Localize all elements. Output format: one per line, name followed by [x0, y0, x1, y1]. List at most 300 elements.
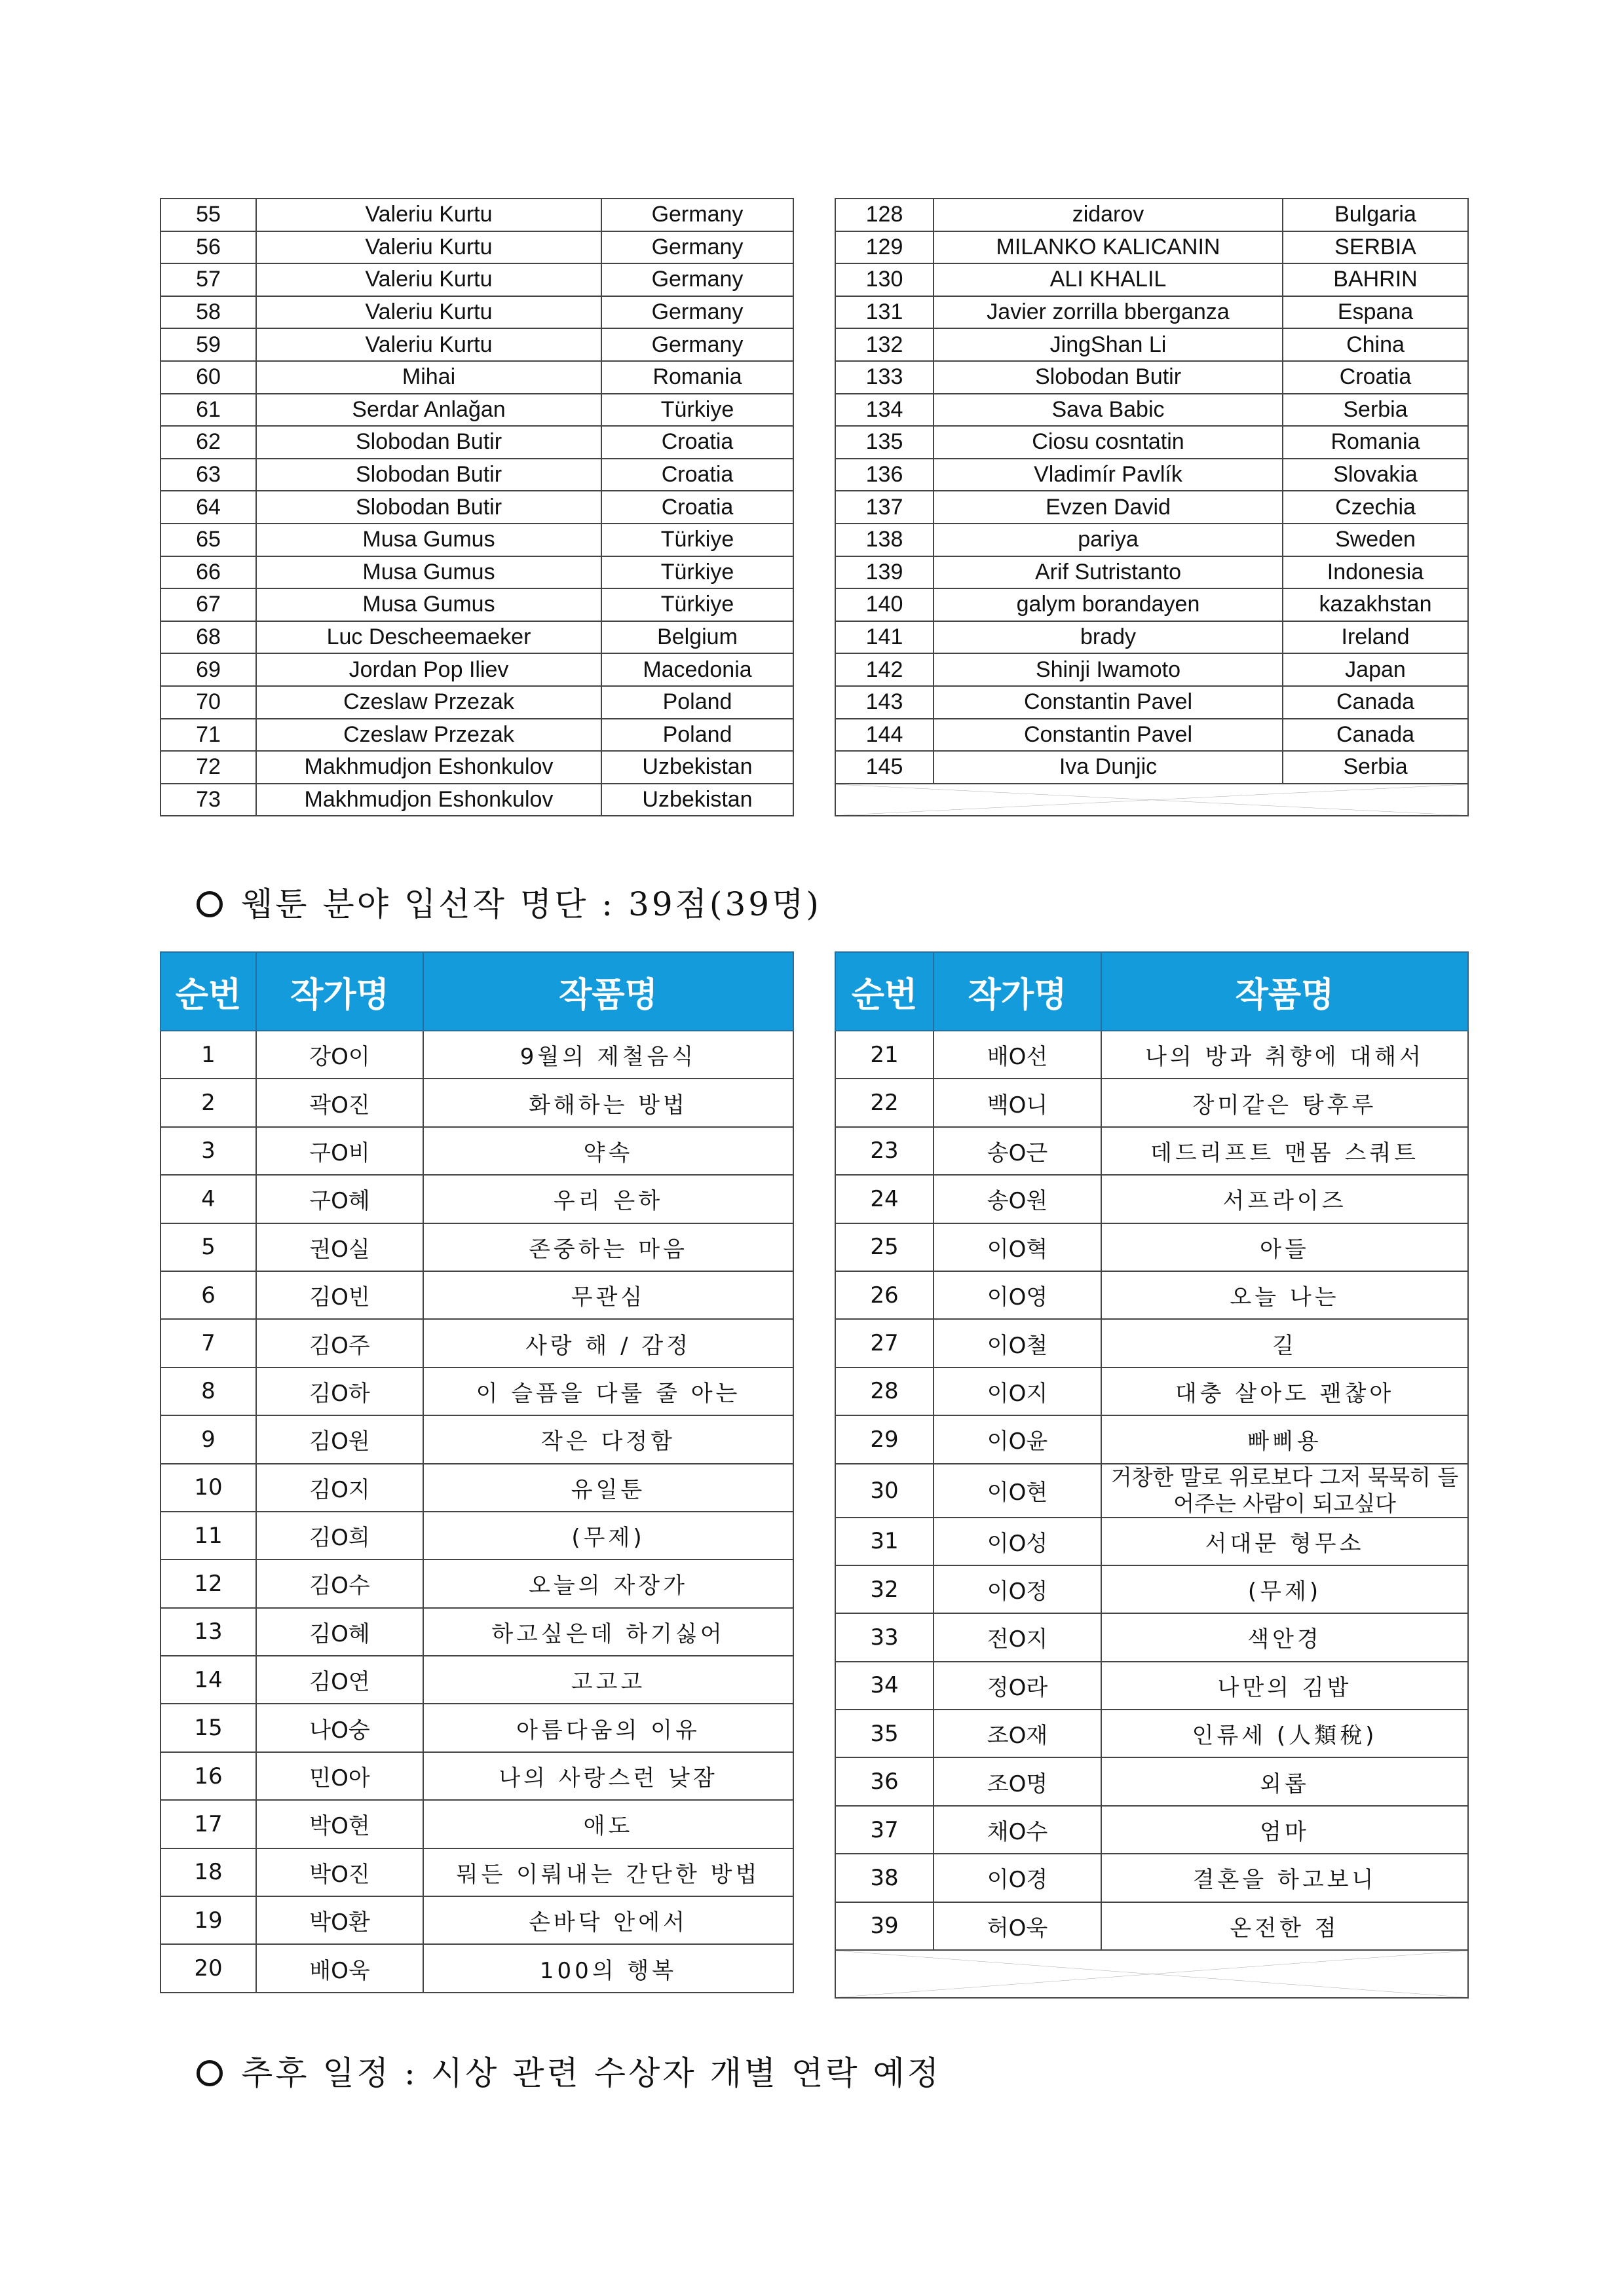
country: Croatia: [601, 426, 793, 459]
author-name: 허O욱: [934, 1902, 1101, 1950]
table-row: [835, 556, 1468, 589]
table-row: [161, 1512, 793, 1559]
table-row: [161, 556, 793, 589]
country: China: [1283, 328, 1468, 361]
row-number: 60: [161, 361, 256, 394]
row-number: 131: [835, 296, 934, 329]
country: Poland: [601, 686, 793, 719]
row-number: 72: [161, 751, 256, 784]
crossed-empty-cell: [835, 784, 1468, 816]
country: Türkiye: [601, 524, 793, 556]
work-title: 이 슬픔을 다룰 줄 아는: [423, 1368, 793, 1415]
row-number: 39: [835, 1902, 934, 1950]
author-name: 구O혜: [256, 1175, 423, 1223]
table-row: [161, 1319, 793, 1367]
table-row: [835, 1415, 1468, 1463]
artist-name: Valeriu Kurtu: [256, 231, 601, 264]
table-row: [161, 231, 793, 264]
row-number: 14: [161, 1656, 256, 1704]
work-title: 애도: [423, 1800, 793, 1848]
table-row: [161, 1031, 793, 1079]
author-name: 이O경: [934, 1854, 1101, 1902]
author-name: 김O수: [256, 1559, 423, 1607]
row-number: 10: [161, 1464, 256, 1512]
author-name: 김O하: [256, 1368, 423, 1415]
header-title: 작품명: [1101, 952, 1468, 1031]
row-number: 135: [835, 426, 934, 459]
row-number: 58: [161, 296, 256, 329]
row-number: 17: [161, 1800, 256, 1848]
row-number: 145: [835, 751, 934, 784]
table-row: [835, 1662, 1468, 1710]
row-number: 4: [161, 1175, 256, 1223]
row-number: 61: [161, 394, 256, 427]
work-title: 서대문 형무소: [1101, 1518, 1468, 1565]
row-number: 67: [161, 588, 256, 621]
artist-name: Valeriu Kurtu: [256, 263, 601, 296]
row-number: 64: [161, 491, 256, 524]
row-number: 37: [835, 1806, 934, 1854]
country: Canada: [1283, 719, 1468, 752]
row-number: 141: [835, 621, 934, 654]
country: Türkiye: [601, 394, 793, 427]
table-row: [161, 653, 793, 686]
work-title: 대충 살아도 괜찮아: [1101, 1368, 1468, 1415]
artist-name: ALI KHALIL: [934, 263, 1283, 296]
table-row: [161, 1271, 793, 1319]
country: Sweden: [1283, 524, 1468, 556]
table-row: [161, 1800, 793, 1848]
artist-name: Makhmudjon Eshonkulov: [256, 784, 601, 816]
work-title: 하고싶은데 하기싫어: [423, 1608, 793, 1656]
webtoon-right-header-row: [835, 952, 1468, 1031]
author-name: 이O지: [934, 1368, 1101, 1415]
artist-name: Luc Descheemaeker: [256, 621, 601, 654]
row-number: 35: [835, 1710, 934, 1757]
row-number: 144: [835, 719, 934, 752]
row-number: 28: [835, 1368, 934, 1415]
artist-name: Arif Sutristanto: [934, 556, 1283, 589]
author-name: 이O혁: [934, 1223, 1101, 1271]
author-name: 이O성: [934, 1518, 1101, 1565]
artist-name: Shinji Iwamoto: [934, 653, 1283, 686]
table-row: [835, 1854, 1468, 1902]
row-number: 71: [161, 719, 256, 752]
row-number: 21: [835, 1031, 934, 1079]
author-name: 이O현: [934, 1464, 1101, 1518]
author-name: 배O욱: [256, 1944, 423, 1992]
table-row: [161, 199, 793, 231]
country: Türkiye: [601, 588, 793, 621]
table-row: [161, 263, 793, 296]
row-number: 57: [161, 263, 256, 296]
webtoon-left-table: [160, 951, 794, 1993]
work-title: 9월의 제철음식: [423, 1031, 793, 1079]
table-row: [835, 263, 1468, 296]
table-row: [835, 653, 1468, 686]
artist-name: Ciosu cosntatin: [934, 426, 1283, 459]
row-number: 36: [835, 1757, 934, 1805]
country: Poland: [601, 719, 793, 752]
table-row: [835, 1710, 1468, 1757]
row-number: 73: [161, 784, 256, 816]
work-title: 빠삐용: [1101, 1415, 1468, 1463]
table-row: [161, 459, 793, 491]
work-title: (무제): [423, 1512, 793, 1559]
author-name: 배O선: [934, 1031, 1101, 1079]
work-title: 길: [1101, 1319, 1468, 1367]
empty-row: [835, 1950, 1468, 1998]
table-row: [161, 1752, 793, 1800]
work-title: 무관심: [423, 1271, 793, 1319]
artist-name: Slobodan Butir: [256, 491, 601, 524]
country: Slovakia: [1283, 459, 1468, 491]
author-name: 전O지: [934, 1613, 1101, 1661]
artist-name: galym borandayen: [934, 588, 1283, 621]
table-row: [161, 296, 793, 329]
country: Japan: [1283, 653, 1468, 686]
webtoon-left-header-row: [161, 952, 793, 1031]
country: BAHRIN: [1283, 263, 1468, 296]
work-title: 아들: [1101, 1223, 1468, 1271]
table-row: [835, 1613, 1468, 1661]
country: Canada: [1283, 686, 1468, 719]
table-row: [161, 394, 793, 427]
row-number: 24: [835, 1175, 934, 1223]
country: Croatia: [1283, 361, 1468, 394]
author-name: 박O환: [256, 1896, 423, 1944]
row-number: 2: [161, 1079, 256, 1126]
table-row: [161, 328, 793, 361]
table-row: [161, 491, 793, 524]
artist-name: brady: [934, 621, 1283, 654]
country: Germany: [601, 296, 793, 329]
country: Belgium: [601, 621, 793, 654]
author-name: 조O재: [934, 1710, 1101, 1757]
work-title: 작은 다정함: [423, 1415, 793, 1463]
artist-name: Constantin Pavel: [934, 719, 1283, 752]
table-row: [161, 686, 793, 719]
work-title: 고고고: [423, 1656, 793, 1704]
row-number: 20: [161, 1944, 256, 1992]
row-number: 137: [835, 491, 934, 524]
author-name: 박O진: [256, 1848, 423, 1896]
row-number: 16: [161, 1752, 256, 1800]
artist-name: Jordan Pop Iliev: [256, 653, 601, 686]
author-name: 김O원: [256, 1415, 423, 1463]
work-title: 사랑 해 / 감정: [423, 1319, 793, 1367]
header-title: 작품명: [423, 952, 793, 1031]
table-row: [161, 1079, 793, 1126]
table-row: [835, 1223, 1468, 1271]
row-number: 12: [161, 1559, 256, 1607]
author-name: 민O아: [256, 1752, 423, 1800]
circle-bullet-icon: [197, 891, 223, 917]
table-row: [835, 1175, 1468, 1223]
row-number: 56: [161, 231, 256, 264]
header-number: 순번: [835, 952, 934, 1031]
row-number: 11: [161, 1512, 256, 1559]
artist-name: Musa Gumus: [256, 556, 601, 589]
table-row: [835, 588, 1468, 621]
artist-name: Constantin Pavel: [934, 686, 1283, 719]
table-row: [835, 199, 1468, 231]
table-row: [835, 328, 1468, 361]
author-name: 송O원: [934, 1175, 1101, 1223]
country: Germany: [601, 263, 793, 296]
author-name: 송O근: [934, 1127, 1101, 1175]
table-row: [161, 1368, 793, 1415]
table-row: [161, 784, 793, 816]
work-title: 뭐든 이뤄내는 간단한 방법: [423, 1848, 793, 1896]
table-row: [835, 686, 1468, 719]
artist-name: Slobodan Butir: [256, 426, 601, 459]
cross-lines: [836, 1951, 1467, 1997]
table-row: [161, 1608, 793, 1656]
author-name: 조O명: [934, 1757, 1101, 1805]
table-row: [835, 1565, 1468, 1613]
row-number: 138: [835, 524, 934, 556]
work-title: 약속: [423, 1127, 793, 1175]
author-name: 이O윤: [934, 1415, 1101, 1463]
row-number: 27: [835, 1319, 934, 1367]
row-number: 139: [835, 556, 934, 589]
table-row: [835, 231, 1468, 264]
artist-name: Mihai: [256, 361, 601, 394]
crossed-empty-cell: [835, 1950, 1468, 1998]
top-right-table: [835, 198, 1469, 816]
author-name: 채O수: [934, 1806, 1101, 1854]
row-number: 31: [835, 1518, 934, 1565]
row-number: 128: [835, 199, 934, 231]
table-row: [161, 426, 793, 459]
row-number: 59: [161, 328, 256, 361]
artist-name: Musa Gumus: [256, 588, 601, 621]
row-number: 140: [835, 588, 934, 621]
country: Germany: [601, 328, 793, 361]
row-number: 25: [835, 1223, 934, 1271]
country: Czechia: [1283, 491, 1468, 524]
work-title: 아름다움의 이유: [423, 1704, 793, 1751]
work-title: 장미같은 탕후루: [1101, 1079, 1468, 1126]
artist-name: Valeriu Kurtu: [256, 199, 601, 231]
table-row: [835, 1368, 1468, 1415]
author-name: 권O실: [256, 1223, 423, 1271]
table-row: [161, 1944, 793, 1992]
row-number: 32: [835, 1565, 934, 1613]
artist-name: Makhmudjon Eshonkulov: [256, 751, 601, 784]
country: Espana: [1283, 296, 1468, 329]
table-row: [161, 1415, 793, 1463]
country: Indonesia: [1283, 556, 1468, 589]
row-number: 18: [161, 1848, 256, 1896]
country: Bulgaria: [1283, 199, 1468, 231]
table-row: [835, 621, 1468, 654]
country: Germany: [601, 231, 793, 264]
row-number: 133: [835, 361, 934, 394]
work-title: 화해하는 방법: [423, 1079, 793, 1126]
country: kazakhstan: [1283, 588, 1468, 621]
circle-bullet-icon: [197, 2060, 223, 2086]
row-number: 7: [161, 1319, 256, 1367]
table-row: [835, 719, 1468, 752]
work-title: 서프라이즈: [1101, 1175, 1468, 1223]
row-number: 33: [835, 1613, 934, 1661]
table-row: [835, 1518, 1468, 1565]
artist-name: Czeslaw Przezak: [256, 686, 601, 719]
table-row: [161, 1127, 793, 1175]
artist-name: Vladimír Pavlík: [934, 459, 1283, 491]
table-row: [161, 1223, 793, 1271]
row-number: 63: [161, 459, 256, 491]
row-number: 62: [161, 426, 256, 459]
row-number: 1: [161, 1031, 256, 1079]
table-row: [161, 1704, 793, 1751]
row-number: 26: [835, 1271, 934, 1319]
table-row: [835, 1031, 1468, 1079]
header-author: 작가명: [934, 952, 1101, 1031]
table-row: [835, 1271, 1468, 1319]
table-row: [835, 1806, 1468, 1854]
author-name: 정O라: [934, 1662, 1101, 1710]
work-title: 100의 행복: [423, 1944, 793, 1992]
table-row: [835, 491, 1468, 524]
row-number: 66: [161, 556, 256, 589]
author-name: 구O비: [256, 1127, 423, 1175]
author-name: 김O희: [256, 1512, 423, 1559]
artist-name: MILANKO KALICANIN: [934, 231, 1283, 264]
table-row: [835, 751, 1468, 784]
country: Croatia: [601, 491, 793, 524]
country: Serbia: [1283, 751, 1468, 784]
table-row: [835, 296, 1468, 329]
country: Serbia: [1283, 394, 1468, 427]
row-number: 65: [161, 524, 256, 556]
artist-name: Evzen David: [934, 491, 1283, 524]
row-number: 69: [161, 653, 256, 686]
country: Romania: [601, 361, 793, 394]
work-title: 오늘 나는: [1101, 1271, 1468, 1319]
work-title: 손바닥 안에서: [423, 1896, 793, 1944]
country: Romania: [1283, 426, 1468, 459]
row-number: 5: [161, 1223, 256, 1271]
schedule-heading-text: 추후 일정 : 시상 관련 수상자 개별 연락 예정: [241, 2054, 942, 2092]
artist-name: Slobodan Butir: [934, 361, 1283, 394]
row-number: 30: [835, 1464, 934, 1518]
row-number: 3: [161, 1127, 256, 1175]
table-row: [835, 524, 1468, 556]
row-number: 130: [835, 263, 934, 296]
table-row: [835, 1127, 1468, 1175]
work-title: 존중하는 마음: [423, 1223, 793, 1271]
artist-name: Iva Dunjic: [934, 751, 1283, 784]
row-number: 68: [161, 621, 256, 654]
author-name: 김O빈: [256, 1271, 423, 1319]
work-title: 우리 은하: [423, 1175, 793, 1223]
work-title: (무제): [1101, 1565, 1468, 1613]
table-row: [835, 1464, 1468, 1518]
work-title: 엄마: [1101, 1806, 1468, 1854]
author-name: 이O영: [934, 1271, 1101, 1319]
row-number: 129: [835, 231, 934, 264]
author-name: 나O숭: [256, 1704, 423, 1751]
row-number: 19: [161, 1896, 256, 1944]
author-name: 곽O진: [256, 1079, 423, 1126]
work-title: 나의 방과 취향에 대해서: [1101, 1031, 1468, 1079]
table-row: [835, 426, 1468, 459]
table-row: [161, 524, 793, 556]
artist-name: Slobodan Butir: [256, 459, 601, 491]
country: Macedonia: [601, 653, 793, 686]
table-row: [835, 361, 1468, 394]
row-number: 6: [161, 1271, 256, 1319]
table-row: [161, 719, 793, 752]
author-name: 백O니: [934, 1079, 1101, 1126]
webtoon-section-heading: [197, 878, 821, 925]
table-row: [835, 1757, 1468, 1805]
artist-name: pariya: [934, 524, 1283, 556]
author-name: 김O연: [256, 1656, 423, 1704]
table-row: [161, 1464, 793, 1512]
header-number: 순번: [161, 952, 256, 1031]
table-row: [835, 1319, 1468, 1367]
work-title: 데드리프트 맨몸 스쿼트: [1101, 1127, 1468, 1175]
row-number: 132: [835, 328, 934, 361]
row-number: 22: [835, 1079, 934, 1126]
work-title: 색안경: [1101, 1613, 1468, 1661]
row-number: 136: [835, 459, 934, 491]
table-row: [161, 1848, 793, 1896]
table-row: [161, 1896, 793, 1944]
author-name: 김O지: [256, 1464, 423, 1512]
row-number: 29: [835, 1415, 934, 1463]
country: Germany: [601, 199, 793, 231]
country: Uzbekistan: [601, 784, 793, 816]
webtoon-heading-text: 웹툰 분야 입선작 명단 : 39점(39명): [241, 885, 821, 923]
work-title: 거창한 말로 위로보다 그저 묵묵히 들어주는 사람이 되고싶다: [1101, 1464, 1468, 1518]
artist-name: Serdar Anlağan: [256, 394, 601, 427]
work-title: 오늘의 자장가: [423, 1559, 793, 1607]
row-number: 9: [161, 1415, 256, 1463]
country: SERBIA: [1283, 231, 1468, 264]
row-number: 70: [161, 686, 256, 719]
row-number: 134: [835, 394, 934, 427]
table-row: [161, 1656, 793, 1704]
table-row: [161, 588, 793, 621]
table-row: [161, 621, 793, 654]
country: Croatia: [601, 459, 793, 491]
artist-name: Javier zorrilla bberganza: [934, 296, 1283, 329]
table-row: [161, 1175, 793, 1223]
country: Uzbekistan: [601, 751, 793, 784]
top-left-table: [160, 198, 794, 816]
table-row: [835, 1079, 1468, 1126]
work-title: 온전한 점: [1101, 1902, 1468, 1950]
work-title: 나의 사랑스런 낮잠: [423, 1752, 793, 1800]
webtoon-right-table: [835, 951, 1469, 1999]
table-row: [835, 459, 1468, 491]
work-title: 결혼을 하고보니: [1101, 1854, 1468, 1902]
row-number: 8: [161, 1368, 256, 1415]
artist-name: Valeriu Kurtu: [256, 328, 601, 361]
cross-lines: [836, 784, 1467, 816]
artist-name: Sava Babic: [934, 394, 1283, 427]
work-title: 외롭: [1101, 1757, 1468, 1805]
row-number: 143: [835, 686, 934, 719]
table-row: [161, 361, 793, 394]
work-title: 인류세 (人類稅): [1101, 1710, 1468, 1757]
row-number: 23: [835, 1127, 934, 1175]
